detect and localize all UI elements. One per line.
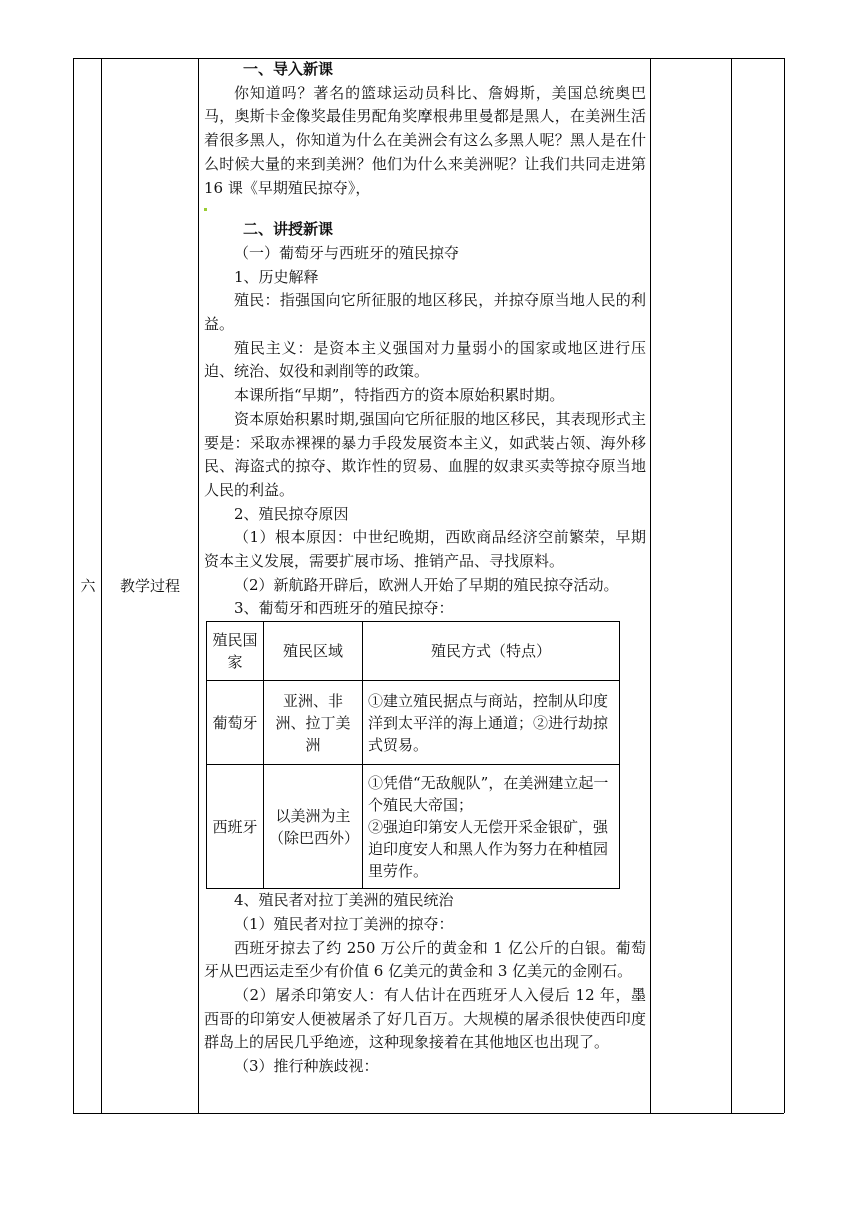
section-heading-intro: 一、导入新课 bbox=[243, 60, 334, 78]
table-header-row bbox=[207, 622, 620, 681]
green-mark bbox=[204, 208, 207, 211]
item-title-4: 4、殖民者对拉丁美洲的殖民统治 bbox=[234, 891, 454, 910]
table-row bbox=[207, 765, 620, 889]
header-region: 殖民区域 bbox=[264, 622, 363, 681]
table-row bbox=[207, 681, 620, 765]
cell-method-line-1: ①凭借“无敌舰队”，在美洲建立起一个殖民大帝国； bbox=[368, 773, 609, 814]
plunder-title: （1）殖民者对拉丁美洲的掠夺： bbox=[234, 914, 454, 933]
row-label: 教学过程 bbox=[119, 577, 180, 595]
definition-early: 本课所指“早期”，特指西方的资本原始积累时期。 bbox=[234, 386, 565, 405]
discrimination-title: （3）推行种族歧视： bbox=[234, 1057, 379, 1076]
reason-1: （1）根本原因：中世纪晚期，西欧商品经济空前繁荣，早期资本主义发展，需要扩展市场、推销产品、寻找原料。 bbox=[204, 528, 646, 571]
table-divider-2 bbox=[198, 58, 199, 1113]
cell-region: 以美洲为主（除巴西外） bbox=[264, 765, 363, 889]
primitive-accumulation-paragraph: 资本原始积累时期,强国向它所征服的地区移民，其表现形式主要是：采取赤裸裸的暴力手段发展资本主义，如武装占领、海外移民、海盗式的掠夺、欺诈性的贸易、血腥的奴隶买卖等掠夺原当地人民的利益。 bbox=[204, 409, 646, 499]
table-border-bottom bbox=[73, 1113, 784, 1114]
table-border-left bbox=[73, 58, 74, 1113]
header-country: 殖民国家 bbox=[207, 622, 264, 681]
spacer bbox=[204, 200, 646, 218]
cell-method bbox=[363, 765, 620, 889]
section-heading-teaching: 二、讲授新课 bbox=[243, 220, 334, 239]
cell-method: ①建立殖民据点与商站，控制从印度洋到太平洋的海上通道；②进行劫掠式贸易。 bbox=[363, 681, 620, 765]
table-divider-1 bbox=[101, 58, 102, 1113]
definition-colonialism: 殖民主义：是资本主义强国对力量弱小的国家或地区进行压迫、统治、奴役和剥削等的政策。 bbox=[204, 338, 646, 381]
lesson-content bbox=[204, 58, 646, 1079]
header-method: 殖民方式（特点） bbox=[363, 622, 620, 681]
cell-region: 亚洲、非洲、拉丁美洲 bbox=[264, 681, 363, 765]
colonial-table bbox=[206, 621, 620, 889]
table-border-right bbox=[784, 58, 785, 1113]
part-title: （一）葡萄牙与西班牙的殖民掠夺 bbox=[234, 243, 460, 262]
item-title-1: 1、历史解释 bbox=[234, 267, 319, 286]
cell-country: 葡萄牙 bbox=[207, 681, 264, 765]
item-title-3: 3、葡萄牙和西班牙的殖民掠夺： bbox=[234, 599, 454, 618]
cell-method-line-2: ②强迫印第安人无偿开采金银矿，强迫印度安人和黑人作为努力在种植园里劳作。 bbox=[368, 817, 609, 880]
reason-2: （2）新航路开辟后，欧洲人开始了早期的殖民掠夺活动。 bbox=[234, 575, 619, 594]
cell-country: 西班牙 bbox=[207, 765, 264, 889]
item-title-2: 2、殖民掠夺原因 bbox=[234, 504, 349, 523]
massacre-paragraph: （2）屠杀印第安人：有人估计在西班牙人入侵后 12 年，墨西哥的印第安人便被屠杀了好几百万。大规模的屠杀很快使西印度群岛上的居民几乎绝迹，这种现象接着在其他地区也出现了。 bbox=[204, 985, 646, 1052]
definition-colony: 殖民：指强国向它所征服的地区移民，并掠夺原当地人民的利益。 bbox=[204, 291, 646, 334]
row-number: 六 bbox=[80, 577, 96, 595]
table-divider-4 bbox=[731, 58, 732, 1113]
intro-paragraph: 你知道吗？著名的篮球运动员科比、詹姆斯，美国总统奥巴马，奥斯卡金像奖最佳男配角奖摩根弗里曼都是黑人，在美洲生活着很多黑人，你知道为什么在美洲会有这么多黑人呢？黑人是在什么时候大量的来到美洲？他们为什么来美洲呢？让我们共同走进第 16 课《早期殖民掠夺》， bbox=[204, 83, 646, 197]
table-divider-3 bbox=[650, 58, 651, 1113]
plunder-text: 西班牙掠去了约 250 万公斤的黄金和 1 亿公斤的白银。葡萄牙从巴西运走至少有价值 6 亿美元的黄金和 3 亿美元的金刚石。 bbox=[204, 938, 646, 981]
